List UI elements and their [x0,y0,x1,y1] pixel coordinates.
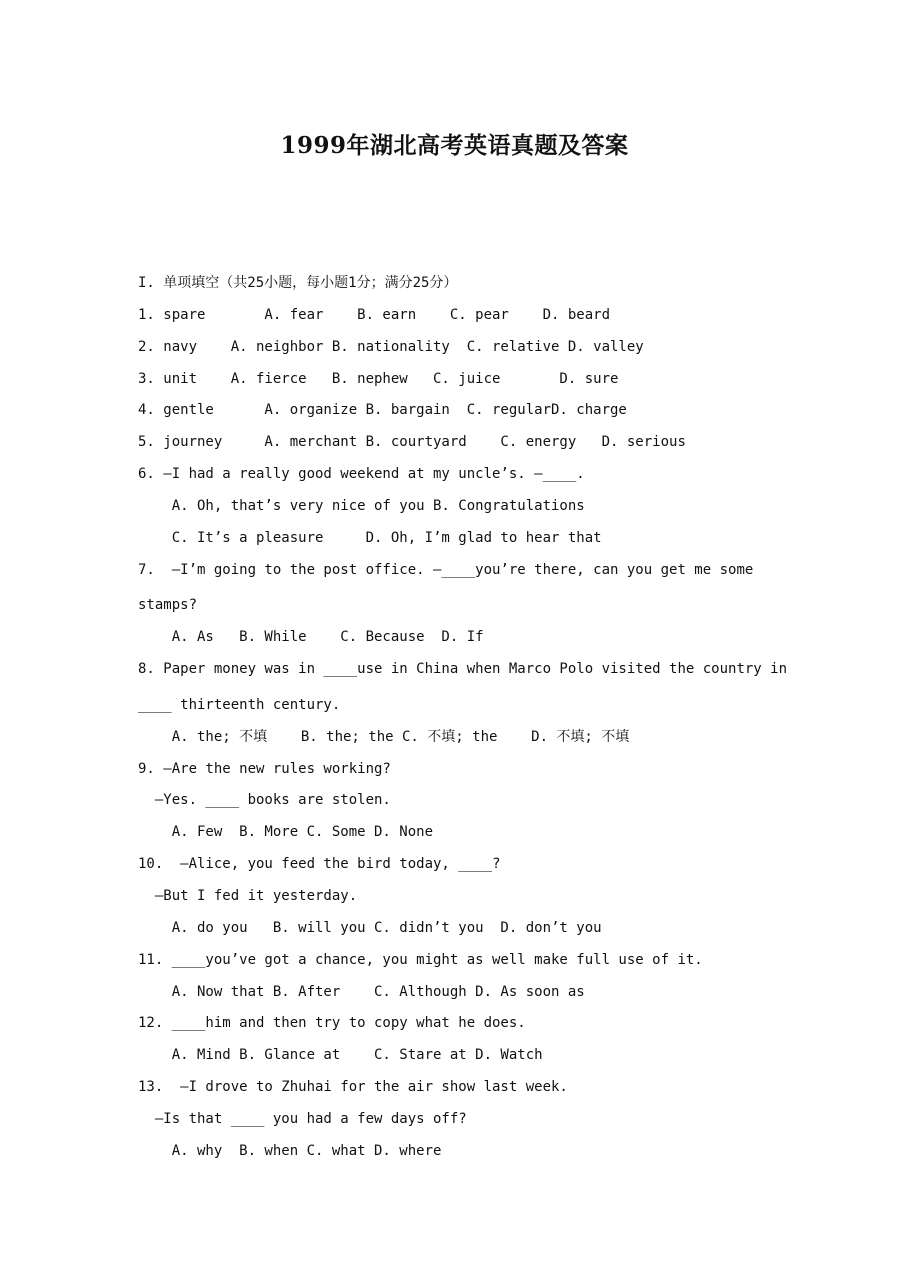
question-line: 8. Paper money was in ____use in China when Marco Polo visited the country in [138,661,788,677]
option-line: A. do you B. will you C. didn’t you D. don’t you [138,920,602,936]
option-line: A. Oh, that’s very nice of you B. Congratulations [138,498,585,514]
option-line: A. Few B. More C. Some D. None [138,824,434,840]
dialogue-line: —Yes. ____ books are stolen. [138,792,391,808]
question-line: stamps? [138,597,198,613]
option-line: A. the; 不填 B. the; the C. 不填; the D. 不填; 不填 [138,729,630,745]
question-line: 5. journey A. merchant B. courtyard C. energy D. serious [138,434,686,450]
option-line: A. why B. when C. what D. where [138,1143,442,1159]
question-line: 6. —I had a really good weekend at my uncle’s. —____. [138,466,585,482]
document-title: 1999年湖北高考英语真题及答案 [280,132,629,159]
question-line: 12. ____him and then try to copy what he does. [138,1015,526,1031]
question-line: ____ thirteenth century. [138,697,341,713]
option-line: C. It’s a pleasure D. Oh, I’m glad to hear that [138,530,602,546]
question-line: 11. ____you’ve got a chance, you might as well make full use of it. [138,952,703,968]
question-line: 1. spare A. fear B. earn C. pear D. beard [138,307,611,323]
option-line: A. Now that B. After C. Although D. As soon as [138,984,585,1000]
option-line: A. Mind B. Glance at C. Stare at D. Watch [138,1047,543,1063]
dialogue-line: —Is that ____ you had a few days off? [138,1111,467,1127]
section-heading: I. 单项填空（共25小题，每小题1分；满分25分） [138,275,458,291]
question-line: 13. —I drove to Zhuhai for the air show last week. [138,1079,568,1095]
question-line: 3. unit A. fierce B. nephew C. juice D. sure [138,371,619,387]
question-line: 9. —Are the new rules working? [138,761,391,777]
question-line: 2. navy A. neighbor B. nationality C. relative D. valley [138,339,644,355]
option-line: A. As B. While C. Because D. If [138,629,484,645]
question-line: 10. —Alice, you feed the bird today, ____? [138,856,501,872]
question-line: 7. —I’m going to the post office. —____you’re there, can you get me some [138,562,754,578]
dialogue-line: —But I fed it yesterday. [138,888,358,904]
question-line: 4. gentle A. organize B. bargain C. regularD. charge [138,402,627,418]
